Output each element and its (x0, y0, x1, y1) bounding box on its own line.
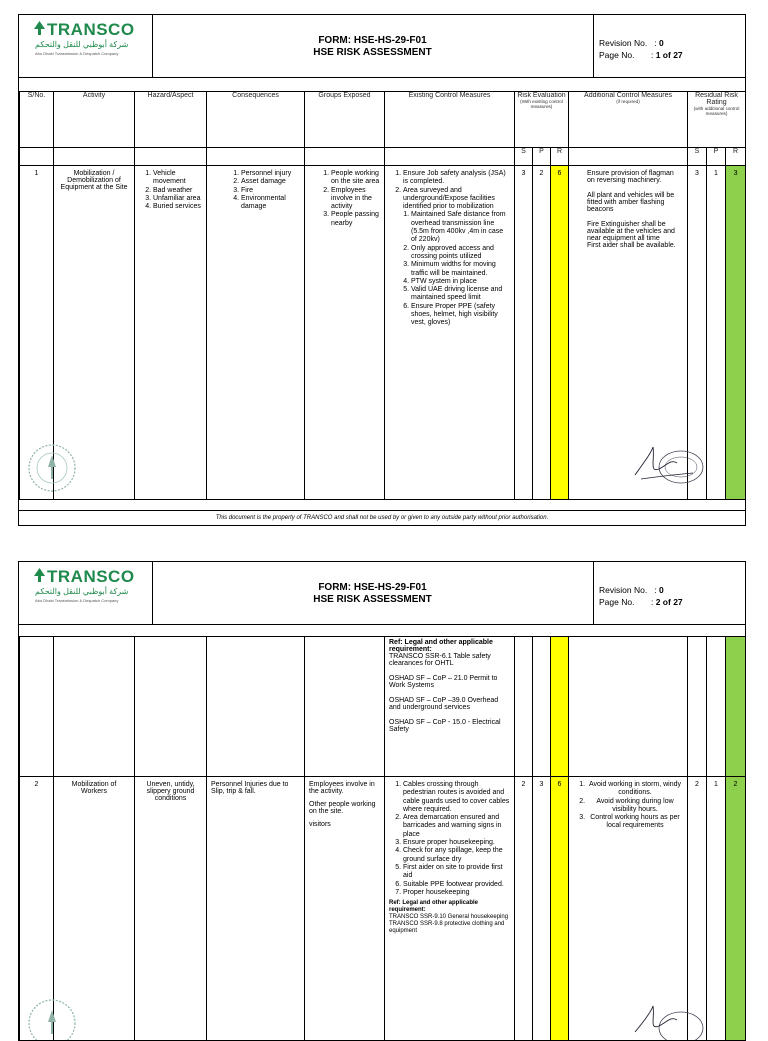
brand-name: TRANSCO (47, 567, 135, 587)
row1-refs: Ref: Legal and other applicable requirement: TRANSCO SSR-6.1 Table safety clearances for OHTL OSHAD SF – CoP – 21.0 Permit to Work Systems OSHAD SF – CoP –39.0 Overhead and underground services OSHAD SF – CoP - 15.0 - Electrical Safety (385, 637, 515, 777)
form-title: HSE RISK ASSESSMENT (152, 47, 593, 58)
brand-sub: Abu Dhabi Transmission & Despatch Company (35, 598, 118, 603)
page-2 (18, 561, 746, 1041)
revision-label: Revision No. (599, 38, 647, 48)
row2-sno: 2 (20, 777, 54, 1041)
form-title: HSE RISK ASSESSMENT (152, 594, 593, 605)
row1-activity: Mobilization / Demobilization of Equipment at the Site (54, 166, 135, 500)
col-r: R (551, 148, 569, 166)
row2-p: 3 (533, 777, 551, 1041)
form-number: FORM: HSE-HS-29-F01 (152, 582, 593, 593)
row2-rr: 2 (726, 777, 746, 1041)
row2-additional: 1. Avoid working in storm, windy conditions. 2. Avoid working during low visibility hours. 3. Control working hours as per local requirements (569, 777, 688, 1041)
company-stamp-icon (27, 994, 77, 1041)
revision-label: Revision No. (599, 585, 647, 595)
transco-logo (19, 562, 153, 624)
revision-block: Revision No. : 0 Page No. : 2 of 27 (599, 584, 683, 608)
transco-emblem-icon (34, 568, 45, 582)
row2-consequence: Personnel Injuries due to Slip, trip & fall. (207, 777, 305, 1041)
signature-stamp-icon (631, 1002, 707, 1041)
row1-existing: 1. Ensure Job safety analysis (JSA) is completed. 2. Area surveyed and underground/Expose facilities identified prior to mobilization 1. Maintained Safe distance from overhead transmission line (5.5m from 400kv ,4m in case of 220kv) 2. Only approved access and crossing points utilized 3. Minimum widths for moving traffic will be maintained. 4. PTW system in place 5. Valid UAE driving license and maintained speed limit 6. Ensure Proper PPE (safety shoes, helmet, high visibility vest, gloves) (385, 166, 515, 500)
col-rr: R (726, 148, 746, 166)
brand-arabic: شركة أبوظبي للنقل والتحكم (35, 587, 128, 596)
row2-rp: 1 (707, 777, 726, 1041)
col-rp: P (707, 148, 726, 166)
col-activity: Activity (54, 92, 135, 148)
col-risk-eval: Risk Evaluation (With existing control measures) (515, 92, 569, 148)
row1-sno: 1 (20, 166, 54, 500)
row2-groups: Employees involve in the activity. Other people working on the site. visitors (305, 777, 385, 1041)
page-label: Page No. (599, 597, 634, 607)
risk-table-page-2 (19, 636, 746, 1041)
brand-sub: Abu Dhabi Transmission & Despatch Company (35, 51, 118, 56)
brand-name: TRANSCO (47, 20, 135, 40)
page-header (19, 562, 745, 625)
page-header (19, 15, 745, 78)
row2-activity: Mobilization of Workers (54, 777, 135, 1041)
row1-r: 6 (551, 166, 569, 500)
row2-hazard: Uneven, untidy, slippery ground conditions (135, 777, 207, 1041)
revision-value: 0 (659, 38, 664, 48)
revision-block: Revision No. : 0 Page No. : 1 of 27 (599, 37, 683, 61)
form-title-block (152, 562, 594, 624)
brand-arabic: شركة أبوظبي للنقل والتحكم (35, 40, 128, 49)
row2-r: 6 (551, 777, 569, 1041)
col-residual: Residual Risk Rating (with additional control measures) (688, 92, 746, 148)
col-s: S (515, 148, 533, 166)
form-number: FORM: HSE-HS-29-F01 (152, 35, 593, 46)
row1-consequences: 1. Personnel injury 2. Asset damage 3. Fire 4. Environmental damage (207, 166, 305, 500)
revision-value: 0 (659, 585, 664, 595)
row1-additional: Ensure provision of flagman on reversing machinery. All plant and vehicles will be fitted with amber flashing beacons Fire Extinguisher shall be available at the vehicles and near equipment all time First aider shall be available. (569, 166, 688, 500)
signature-stamp-icon (631, 439, 707, 491)
form-title-block (152, 15, 594, 77)
row1-hazards: 1. Vehicle movement 2. Bad weather 3. Unfamiliar area 4. Buried services (135, 166, 207, 500)
transco-emblem-icon (34, 21, 45, 35)
table-row (20, 637, 746, 777)
page-value: 1 of 27 (656, 50, 683, 60)
row1-s: 3 (515, 166, 533, 500)
col-consequences: Consequences (207, 92, 305, 148)
col-groups: Groups Exposed (305, 92, 385, 148)
col-hazard: Hazard/Aspect (135, 92, 207, 148)
col-sno: S/No. (20, 92, 54, 148)
page-value: 2 of 27 (656, 597, 683, 607)
page-label: Page No. (599, 50, 634, 60)
page-1 (18, 14, 746, 526)
row1-rr: 3 (726, 166, 746, 500)
page-footer: This document is the property of TRANSCO and shall not be used by or given to any outside party without prior authorisation. (19, 510, 745, 525)
row1-groups: 1. People working on the site area 2. Employees involve in the activity 3. People passing nearby (305, 166, 385, 500)
company-stamp-icon (27, 439, 77, 497)
row1-rs: 3 (688, 166, 707, 500)
row1-rp: 1 (707, 166, 726, 500)
row2-s: 2 (515, 777, 533, 1041)
col-rs: S (688, 148, 707, 166)
row2-existing: 1. Cables crossing through pedestrian routes is avoided and cable guards used to cover cables where required. 2. Area demarcation ensured and barricades and warning signs in place 3. Ensure proper housekeeping. 4. Check for any spillage, keep the ground surface dry 5. First aider on site to provide first aid 6. Suitable PPE footwear provided. 7. Proper housekeeping Ref: Legal and other applicable requirement: TRANSCO SSR-9.10 General housekeeping TRANSCO SSR-9.8 protective clothing and equipment (385, 777, 515, 1041)
col-additional: Additional Control Measures (if required) (569, 92, 688, 148)
col-p: P (533, 148, 551, 166)
col-existing: Existing Control Measures (385, 92, 515, 148)
row1-p: 2 (533, 166, 551, 500)
row2-rs: 2 (688, 777, 707, 1041)
transco-logo (19, 15, 153, 77)
